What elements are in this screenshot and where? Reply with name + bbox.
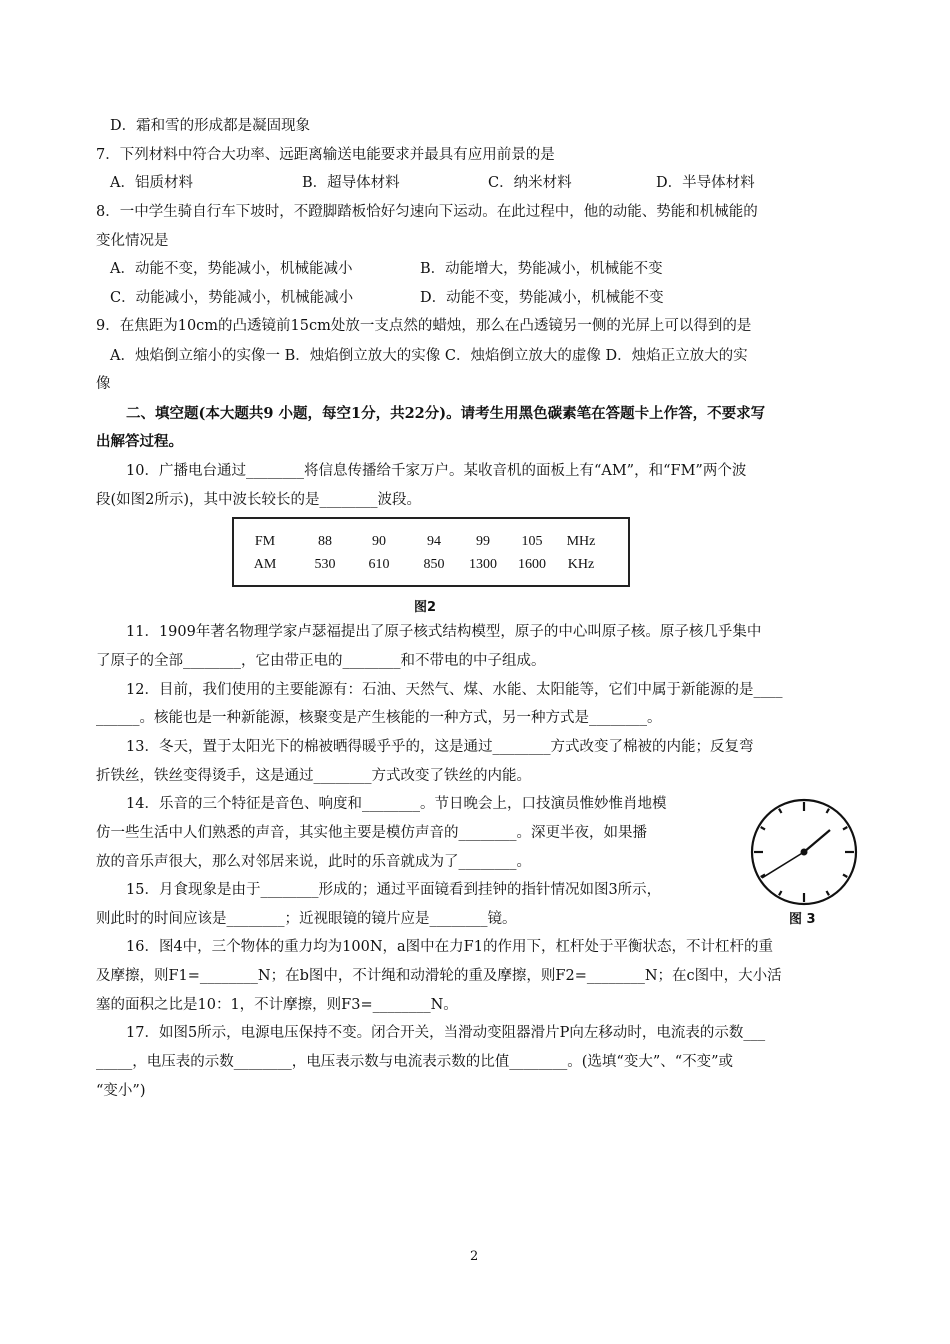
q15-line2: 则此时的时间应该是________；近视眼镜的镜片应是________镜。 xyxy=(96,911,517,927)
fm-unit: MHz xyxy=(566,534,596,549)
q7-option-c: C．纳米材料 xyxy=(488,175,572,191)
q9-stem: 9．在焦距为10cm的凸透镜前15cm处放一支点然的蜡烛，那么在凸透镜另一侧的光屏上可以得到的是 xyxy=(96,318,752,334)
q7-option-d: D．半导体材料 xyxy=(656,175,755,191)
q12-line1: 12．目前，我们使用的主要能源有：石油、天然气、煤、水能、太阳能等，它们中属于新能源的是____ xyxy=(126,682,783,698)
q8-option-b: B．动能增大，势能减小，机械能不变 xyxy=(420,261,663,277)
fm-value: 99 xyxy=(476,534,490,549)
am-label: AM xyxy=(253,557,277,572)
q8-stem-line1: 8．一中学生骑自行车下坡时，不蹬脚踏板恰好匀速向下运动。在此过程中，他的动能、势能和机械能的 xyxy=(96,204,758,220)
q6-option-d: D．霜和雪的形成都是凝固现象 xyxy=(110,118,311,134)
am-value: 1300 xyxy=(469,557,497,572)
q11-line1: 11．1909年著名物理学家卢瑟福提出了原子核式结构模型，原子的中心叫原子核。原子核几乎集中 xyxy=(126,624,762,640)
q8-option-d: D．动能不变，势能减小，机械能不变 xyxy=(420,290,664,306)
figure-3-clock-icon xyxy=(748,796,860,908)
q8-options-row2 xyxy=(110,288,664,308)
q12-line2: ______。核能也是一种新能源，核聚变是产生核能的一种方式，另一种方式是________。 xyxy=(96,710,662,726)
q16-line3: 塞的面积之比是10：1，不计摩擦，则F3=________N。 xyxy=(96,997,458,1013)
q9-options-line2: 像 xyxy=(96,376,111,392)
q14-line2: 仿一些生活中人们熟悉的声音，其实他主要是模仿声音的________。深更半夜，如果播 xyxy=(96,825,647,841)
am-value: 610 xyxy=(368,557,390,572)
q13-line2: 折铁丝，铁丝变得烫手，这是通过________方式改变了铁丝的内能。 xyxy=(96,768,531,784)
am-unit: KHz xyxy=(567,557,595,572)
q7-option-b: B．超导体材料 xyxy=(302,175,400,191)
figure-3-caption: 图 3 xyxy=(789,912,816,927)
q11-line2: 了原子的全部________，它由带正电的________和不带电的中子组成。 xyxy=(96,653,546,669)
q10-line1: 10．广播电台通过________将信息传播给千家万户。某收音机的面板上有“AM”，和“FM”两个波 xyxy=(126,463,747,479)
figure-2-caption: 图2 xyxy=(414,600,437,615)
q7-options xyxy=(110,173,755,193)
fm-label: FM xyxy=(254,534,276,549)
am-value: 1600 xyxy=(518,557,546,572)
q8-option-a: A．动能不变，势能减小，机械能减小 xyxy=(110,261,353,277)
q8-stem-line2: 变化情况是 xyxy=(96,233,169,249)
fm-value: 88 xyxy=(318,534,332,549)
q10-line2: 段(如图2所示)，其中波长较长的是________波段。 xyxy=(96,492,422,508)
q15-line1: 15．月食现象是由于________形成的；通过平面镜看到挂钟的指针情况如图3所示， xyxy=(126,882,662,898)
q8-options-row1 xyxy=(110,259,663,279)
fm-value: 94 xyxy=(427,534,441,549)
q8-option-c: C．动能减小，势能减小，机械能减小 xyxy=(110,290,354,306)
q16-line1: 16．图4中，三个物体的重力均为100N，a图中在力F1的作用下，杠杆处于平衡状态，不计杠杆的重 xyxy=(126,939,773,955)
am-value: 530 xyxy=(314,557,336,572)
q17-line3: “变小”) xyxy=(96,1083,146,1099)
section2-title-line2: 出解答过程。 xyxy=(96,433,183,450)
page-number: 2 xyxy=(470,1249,479,1264)
q14-line3: 放的音乐声很大，那么对邻居来说，此时的乐音就成为了________。 xyxy=(96,854,531,870)
q17-line2: _____，电压表的示数________，电压表示数与电流表示数的比值________。(选填“变大”、“不变”或 xyxy=(96,1054,734,1070)
q9-options-line1: A．烛焰倒立缩小的实像一 B．烛焰倒立放大的实像 C．烛焰倒立放大的虚像 D．烛焰正立放大的实 xyxy=(110,348,748,364)
q7-stem: 7．下列材料中符合大功率、远距离输送电能要求并最具有应用前景的是 xyxy=(96,147,555,163)
section2-title-line1: 二、填空题(本大题共9 小题，每空1分，共22分)。请考生用黑色碳素笔在答题卡上作答，不要求写 xyxy=(126,405,766,422)
q14-line1: 14．乐音的三个特征是音色、响度和________。节日晚会上，口技演员惟妙惟肖地模 xyxy=(126,796,667,812)
figure-2-radio-dial xyxy=(232,517,630,587)
fm-value: 105 xyxy=(521,534,543,549)
q17-line1: 17．如图5所示，电源电压保持不变。闭合开关，当滑动变阻器滑片P向左移动时，电流表的示数___ xyxy=(126,1025,766,1041)
am-value: 850 xyxy=(423,557,445,572)
q16-line2: 及摩擦，则F1=________N；在b图中，不计绳和动滑轮的重及摩擦，则F2=________N；在c图中，大小活 xyxy=(96,968,782,984)
q13-line1: 13．冬天，置于太阳光下的棉被晒得暖乎乎的，这是通过________方式改变了棉被的内能；反复弯 xyxy=(126,739,754,755)
fm-value: 90 xyxy=(372,534,386,549)
q7-option-a: A．铝质材料 xyxy=(110,175,193,191)
